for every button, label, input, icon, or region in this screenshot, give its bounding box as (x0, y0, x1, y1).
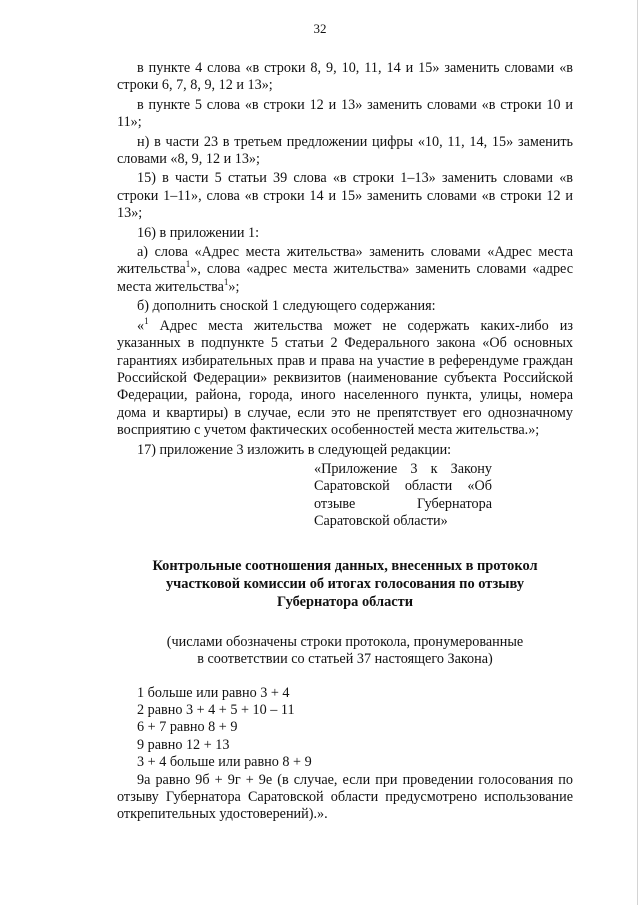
page-edge (637, 0, 638, 905)
explanatory-note (117, 634, 573, 669)
paragraph-part-23: н) в части 23 в третьем предложении цифры «10, 11, 14, 15» заменить словами «8, 9, 12 и 13»; (117, 133, 573, 168)
paragraph-sub-b: б) дополнить сноской 1 следующего содержания: (137, 298, 436, 315)
paragraph-item-16: 16) в приложении 1: (137, 224, 260, 241)
paragraph-sub-a (117, 244, 573, 296)
footnote-paragraph (117, 315, 573, 440)
heading-line-3: Губернатора области (276, 594, 414, 611)
control-relations-list (117, 685, 573, 824)
paragraph-point-4: в пункте 4 слова «в строки 8, 9, 10, 11, 14 и 15» заменить словами «в строки 6, 7, 8, 9, 12 и 13»; (117, 60, 573, 94)
relation-item: 3 + 4 больше или равно 8 + 9 (137, 754, 312, 771)
footnote-marker: 1 (185, 259, 191, 270)
appendix-reference: «Приложение 3 к Закону Саратовской области «Об отзыве Губернатора Саратовской области» (314, 460, 492, 530)
paragraph-item-17: 17) приложение 3 изложить в следующей редакции: (137, 441, 452, 458)
footnote-marker: 1 (223, 276, 229, 287)
footnote-marker: 1 (144, 315, 149, 326)
note-line-2: в соответствии со статьей 37 настоящего Закона) (197, 651, 493, 668)
footnote-open-quote: « (137, 317, 145, 334)
paragraph-point-5: в пункте 5 слова «в строки 12 и 13» заменить словами «в строки 10 и 11»; (117, 96, 573, 131)
relation-item: 2 равно 3 + 4 + 5 + 10 – 11 (137, 702, 295, 718)
document-body (117, 60, 573, 824)
paragraph-item-15: 15) в части 5 статьи 39 слова «в строки 1–13» заменить словами «в строки 1–11», слова «в строки 14 и 15» заменить словами «в строки 12 и 13»; (117, 170, 573, 222)
sub-a-text-1: а) слова «Адрес места жительства» заменить словами «Адрес места жительства (117, 244, 573, 278)
sub-a-text-3: »; (228, 278, 240, 295)
relation-item: 6 + 7 равно 8 + 9 (137, 719, 238, 736)
heading-line-1: Контрольные соотношения данных, внесенных в протокол (152, 557, 538, 574)
sub-a-text-2: », слова «адрес места жительства» заменить словами «адрес места жительства (117, 261, 573, 295)
page-number: 32 (313, 21, 327, 36)
section-heading (117, 557, 573, 612)
relation-item: 9 равно 12 + 13 (137, 736, 230, 753)
footnote-text: Адрес места жительства может не содержать каких-либо из указанных в подпункте 5 статьи 2 Федерального закона «Об основных гарантиях избирательных прав и права на участие в референдуме граждан Российской Федерации» реквизитов (наименование субъекта Российской Федерации, района, города, иного населенного пункта, улицы, номера дома и квартиры) в случае, если это не препятствует его однозначному восприятию с учетом фактических особенностей места жительства.»; (117, 317, 573, 439)
heading-line-2: участковой комиссии об итогах голосования по отзыву (165, 575, 525, 592)
relation-item: 9а равно 9б + 9г + 9е (в случае, если при проведении голосования по отзыву Губернатора Саратовской области предусмотрено использование открепительных удостоверений).». (117, 771, 573, 823)
relation-item: 1 больше или равно 3 + 4 (137, 684, 290, 701)
note-line-1: (числами обозначены строки протокола, пронумерованные (166, 633, 524, 650)
